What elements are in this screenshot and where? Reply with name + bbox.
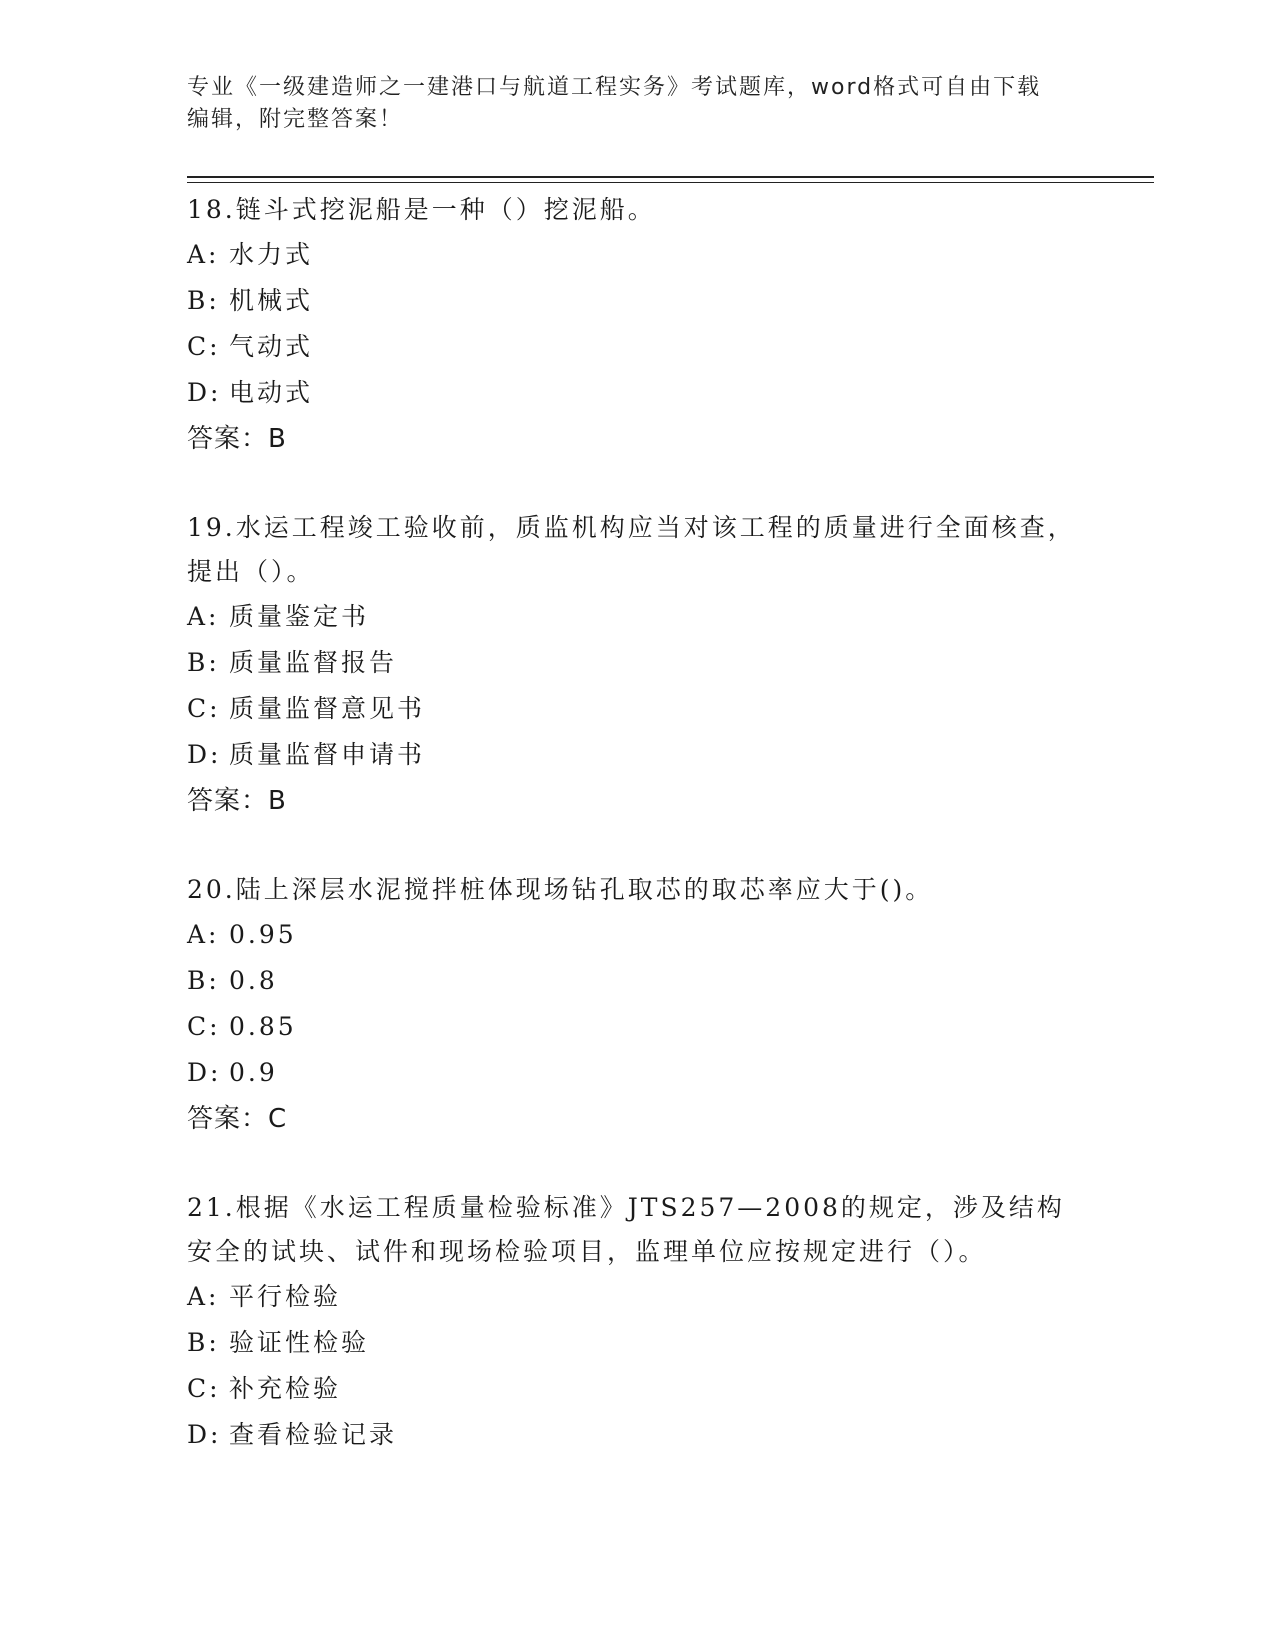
option-text: 电动式 [229, 378, 314, 407]
option-letter: B: [187, 966, 220, 995]
option-d [187, 732, 1087, 778]
answer-line: 答案：C [187, 1104, 288, 1134]
document-header [187, 72, 1067, 136]
header-line-2: 编辑，附完整答案！ [187, 107, 404, 132]
option-d [187, 1412, 1087, 1458]
option-text: 0.9 [229, 1058, 278, 1087]
option-letter: D: [187, 1058, 222, 1087]
option-letter: A: [187, 920, 220, 949]
option-text: 质量鉴定书 [229, 602, 370, 631]
option-letter: D: [187, 1420, 222, 1449]
option-text: 平行检验 [229, 1282, 342, 1311]
option-c [187, 686, 1087, 732]
option-text: 0.85 [229, 1012, 297, 1041]
option-text: 气动式 [229, 332, 314, 361]
option-letter: D: [187, 378, 222, 407]
option-a [187, 912, 1087, 958]
option-b [187, 958, 1087, 1004]
question-stem: 18.链斗式挖泥船是一种（）挖泥船。 [187, 195, 656, 224]
question-stem: 21.根据《水运工程质量检验标准》JTS257—2008的规定，涉及结构安全的试块、试件和现场检验项目，监理单位应按规定进行（）。 [187, 1193, 1065, 1266]
answer-line: 答案：B [187, 424, 287, 454]
option-b [187, 640, 1087, 686]
question-19 [187, 506, 1087, 824]
question-21 [187, 1186, 1087, 1458]
option-letter: C: [187, 332, 221, 361]
option-text: 质量监督意见书 [229, 694, 426, 723]
option-letter: D: [187, 740, 222, 769]
option-text: 补充检验 [229, 1374, 342, 1403]
option-c [187, 1004, 1087, 1050]
option-text: 0.8 [229, 966, 278, 995]
option-letter: A: [187, 602, 220, 631]
option-a [187, 1274, 1087, 1320]
option-text: 0.95 [229, 920, 297, 949]
option-letter: C: [187, 1374, 221, 1403]
option-letter: B: [187, 1328, 220, 1357]
option-letter: B: [187, 286, 220, 315]
option-letter: C: [187, 694, 221, 723]
option-c [187, 1366, 1087, 1412]
option-text: 机械式 [229, 286, 314, 315]
option-text: 质量监督报告 [229, 648, 398, 677]
option-letter: A: [187, 240, 220, 269]
option-text: 质量监督申请书 [229, 740, 426, 769]
question-18 [187, 188, 1087, 462]
option-a [187, 232, 1087, 278]
answer-line: 答案：B [187, 786, 287, 816]
question-20 [187, 868, 1087, 1142]
option-letter: A: [187, 1282, 220, 1311]
option-c [187, 324, 1087, 370]
option-letter: C: [187, 1012, 221, 1041]
option-letter: B: [187, 648, 220, 677]
option-text: 验证性检验 [229, 1328, 370, 1357]
header-divider-thin [187, 182, 1154, 183]
option-text: 查看检验记录 [229, 1420, 398, 1449]
header-line-1: 专业《一级建造师之一建港口与航道工程实务》考试题库，word格式可自由下载 [187, 75, 1042, 100]
question-list [187, 188, 1087, 1458]
question-stem: 20.陆上深层水泥搅拌桩体现场钻孔取芯的取芯率应大于()。 [187, 875, 934, 904]
option-b [187, 278, 1087, 324]
option-a [187, 594, 1087, 640]
option-d [187, 1050, 1087, 1096]
option-d [187, 370, 1087, 416]
option-text: 水力式 [229, 240, 314, 269]
option-b [187, 1320, 1087, 1366]
question-stem: 19.水运工程竣工验收前，质监机构应当对该工程的质量进行全面核查，提出（）。 [187, 513, 1076, 586]
header-divider-thick [187, 176, 1154, 178]
